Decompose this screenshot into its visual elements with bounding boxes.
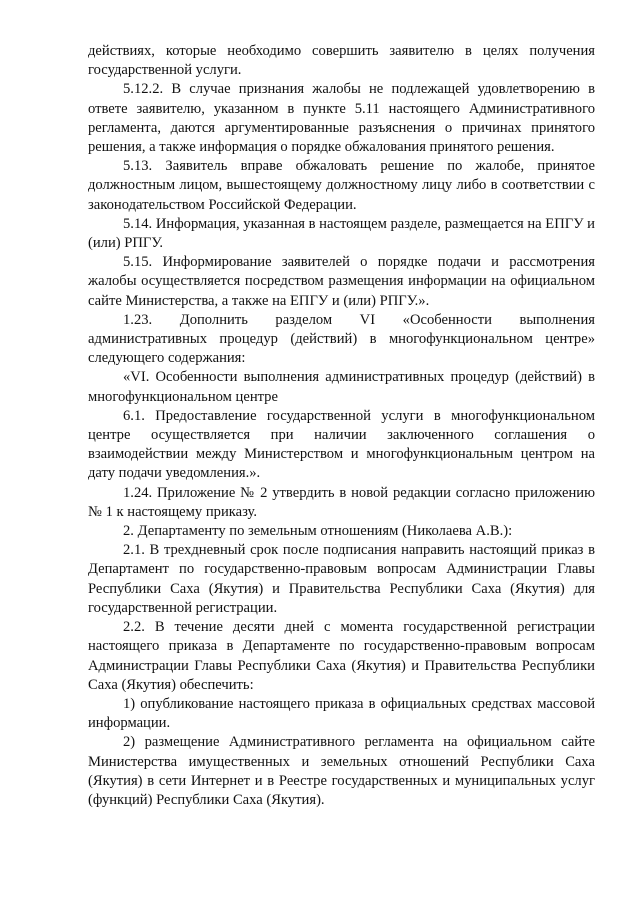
paragraph-2-2: 2.2. В течение десяти дней с момента государственной регистрации настоящего приказа в Департаменте по государственно-правовым вопросам Администрации Главы Республики Саха (Якутия) и Правительства Республики Саха (Якутия) обеспечить: [88, 619, 595, 693]
paragraph-continuation: действиях, которые необходимо совершить заявителю в целях получения государственной услуги. [88, 43, 595, 79]
paragraph-1-24: 1.24. Приложение № 2 утвердить в новой редакции согласно приложению № 1 к настоящему приказу. [88, 484, 595, 520]
section-vi-heading: «VI. Особенности выполнения административных процедур (действий) в многофункциональном центре [88, 369, 595, 405]
paragraph-5-14: 5.14. Информация, указанная в настоящем разделе, размещается на ЕПГУ и (или) РПГУ. [88, 215, 595, 252]
list-item-1: 1) опубликование настоящего приказа в официальных средствах массовой информации. [88, 695, 595, 732]
paragraph-2: 2. Департаменту по земельным отношениям (Николаева А.В.): [123, 523, 513, 540]
paragraph-6-1: 6.1. Предоставление государственной услуги в многофункциональном центре осуществляется при наличии заключенного соглашения о взаимодействии между Министерством и многофункциональным центром на дату подачи уведомления.». [88, 407, 595, 482]
paragraph-5-13: 5.13. Заявитель вправе обжаловать решение по жалобе, принятое должностным лицом, вышестоящему должностному лицу либо в соответствии с законодательством Российской Федерации. [88, 158, 595, 213]
paragraph-1-23: 1.23. Дополнить разделом VI «Особенности выполнения административных процедур (действий) в многофункциональном центре» следующего содержания: [88, 311, 595, 367]
list-item-2: 2) размещение Административного регламента на официальном сайте Министерства имущественных и земельных отношений Республики Саха (Якутия) в сети Интернет и в Реестре государственных и муниципальных услуг (функций) Республики Саха (Якутия). [88, 734, 595, 808]
paragraph-2-1: 2.1. В трехдневный срок после подписания направить настоящий приказ в Департамент по государственно-правовым вопросам Администрации Главы Республики Саха (Якутия) и Правительства Республики Саха (Якутия) для государственной регистрации. [88, 542, 595, 616]
paragraph-5-15: 5.15. Информирование заявителей о порядке подачи и рассмотрения жалобы осуществляется посредством размещения информации на официальном сайте Министерства, а также на ЕПГУ и (или) РПГУ.». [88, 254, 595, 309]
paragraph-5-12-2: 5.12.2. В случае признания жалобы не подлежащей удовлетворению в ответе заявителю, указанном в пункте 5.11 настоящего Административного регламента, даются аргументированные разъяснения о причинах принятого решения, а также информация о порядке обжалования принятого решения. [88, 81, 595, 156]
